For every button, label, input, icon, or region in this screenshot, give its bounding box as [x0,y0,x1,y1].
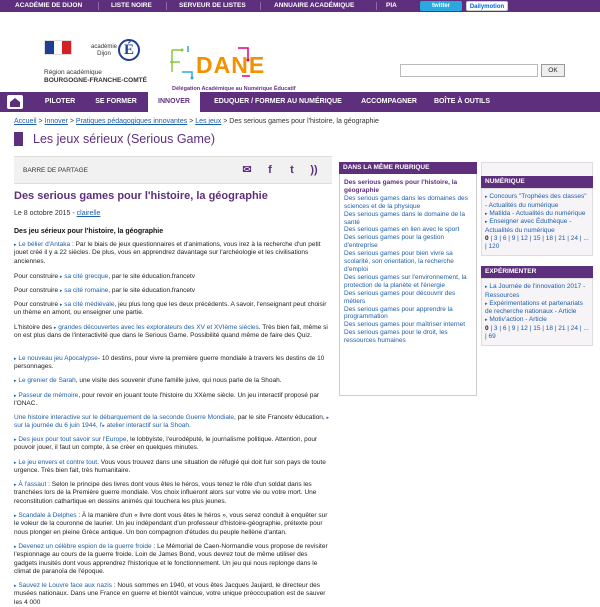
experimenter-item[interactable]: Motiv'action - Article [489,316,547,324]
numerique-pagination[interactable]: 0 | 3 | 6 | 9 | 12 | 15 | 18 | 21 | 24 | ... | 120 [485,234,589,250]
academie-logo-letter: É [118,39,140,61]
game-link[interactable]: Le bélier d'Antaka [18,241,71,248]
search-ok-button[interactable]: OK [541,64,565,77]
article-paragraph: Pour construire ▸ sa cité romaine, par le site éducation.francetv [14,287,196,294]
article-paragraph: ▸ Passeur de mémoire, pour revoir en jouant toute l'histoire du XXème siècle. Un jeu interactif proposé par l'ONAC. [14,392,320,408]
share-bar-label: BARRE DE PARTAGE [23,167,89,174]
article-date: Le 8 octobre 2015 - clairelle [14,210,101,217]
top-strip [0,0,600,12]
numerique-heading: NUMÉRIQUE [481,176,593,188]
topbar-link-academie[interactable]: ACADÉMIE DE DIJON [15,2,83,9]
email-icon[interactable]: ✉ [242,164,252,176]
title-marker-icon [14,132,23,146]
game-link[interactable]: sa cité grecque [64,273,109,280]
site-header [0,12,600,92]
article-paragraph: L'histoire des ▸ grandes découvertes avec les explorateurs des XV et XVIème siècles. Très bien fait, même si on est plus dans de l'interactivité que dans le Serious Game. Possibilité quand même de faire des Quiz. [14,324,328,340]
breadcrumb-link[interactable]: Innover [44,118,68,125]
sidebar-heading: DANS LA MÊME RUBRIQUE [339,162,477,174]
search-input[interactable] [400,64,538,77]
numerique-item[interactable]: Concours "Trophées des classes" - Actualités du numérique [485,193,587,209]
game-link[interactable]: À l'assaut [18,481,47,488]
article-paragraph: ▸ Le grenier de Sarah, une visite des souvenir d'une famille juive, qui nous parle de la Shoah. [14,377,282,384]
page-title: Les jeux sérieux (Serious Game) [33,132,216,146]
sidebar-item[interactable]: Des serious games pour le droit, les ressources humaines [344,329,448,345]
sidebar-item[interactable]: Des serious games sur l'environnement, la protection de la planète et l'énergie [344,273,467,289]
game-link[interactable]: sa cité médiévale [64,301,115,308]
far-right-column [481,162,593,346]
article-paragraph: ▸ Le nouveau jeu Apocalypse- 10 destins, pour vivre la première guerre mondiale à travers les destins de 10 personnages. [14,355,325,371]
article-paragraph: ▸ À l'assaut : Selon le principe des livres dont vous êtes le héros, vous tenez le rôle d'un soldat dans les tranchées lors de la Première guerre mondiale. Vos choix influeront alors sur votre vie ou votre mort. Une reconstitution cathartique en dessins animés qui touchera les plus jeunes. [14,481,317,505]
article-title: Des serious games pour l'histoire, la géographie [14,190,268,202]
topbar-separator [166,2,167,10]
sidebar-item[interactable]: Des serious games en lien avec le sport [344,226,460,234]
numerique-item[interactable]: Enseigner avec Éduthèque - Actualités du numérique [485,218,572,235]
nav-item-eduquer[interactable]: EDUQUER / FORMER AU NUMÉRIQUE [214,98,342,105]
sidebar-item[interactable]: Des serious games pour découvrir des métiers [344,289,456,305]
topbar-separator [260,2,261,10]
article-paragraph: ▸ Des jeux pour tout savoir sur l'Europe, le lobbyiste, l'eurodéputé, le journalisme politique. Attention, pour pouvoir jouer, il faut un compte, à se créer en quelques minutes. [14,436,318,452]
author-link[interactable]: clairelle [76,210,101,217]
article-paragraph: Pour construire ▸ sa cité grecque, par le site éducation.francetv [14,273,196,280]
experimenter-item[interactable]: Expérimentations et partenariats de recherche nationaux - Article [485,299,583,316]
article-paragraph: ▸ Le bélier d'Antaka : Par le biais de jeux questionnaires et d'animations, vous irez à la recherche d'un petit jouet créé il y a 22 siècles. De plus, vous en apprendrez davantage sur l'archéologie et les civilisations anciennes. [14,241,321,265]
game-link[interactable]: Passeur de mémoire [18,392,79,399]
experimenter-pagination[interactable]: 0 | 3 | 6 | 9 | 12 | 15 | 18 | 21 | 24 | ... | 69 [485,324,589,340]
home-icon[interactable] [7,95,23,109]
game-link[interactable]: Devenez un célèbre espion de la guerre froide [18,543,152,550]
game-link[interactable]: Le grenier de Sarah [18,377,76,384]
game-link[interactable]: sa cité romaine [64,287,109,294]
breadcrumb-link[interactable]: Pratiques pédagogiques innovantes [75,118,188,125]
article-paragraph: ▸ Devenez un célèbre espion de la guerre froide : Le Mémorial de Caen-Normandie vous propose de revisiter l'espionnage au cours de la guerre froide. Loin de James Bond, vous devrez tout de même utiliser des gadgets inusités dont vous apprendrez l'historique et le fonctionnement. Un jeu qui nous replonge dans le climat de paranoïa de l'époque. [14,543,328,576]
numerique-box: ▸ Concours "Trophées des classes" - Actualités du numérique ▸ Matilda - Actualités du numérique ▸ Enseigner avec Éduthèque - Actualités du numérique 0 | 3 | 6 | 9 | 12 | 15 | 18 | 21 | 24 | ... | 120 [481,188,593,256]
marianne-flag-icon [44,40,72,55]
dane-logo-title: DANE [196,52,266,78]
article-paragraph: Pour construire ▸ sa cité médiévale, jeu plus long que les deux précédents. A savoir, l'enseignant peut choisir un thème en amont, ou enseigner une partie. [14,301,327,317]
sidebar-item[interactable]: Des serious games pour apprendre la programmation [344,305,453,321]
dane-logo-subtitle: Délégation Académique au Numérique Éducatif [172,86,296,92]
dailymotion-badge[interactable]: Dailymotion [466,1,508,11]
breadcrumb-current: Des serious games pour l'histoire, la géographie [229,118,379,125]
article-paragraph: ▸ Le jeu envers et contre tout. Vous vous trouvez dans une situation de réfugié qui doit fuir son pays de toute urgence. Très bien fait, très humanitaire. [14,459,326,475]
nav-item-boite-a-outils[interactable]: BOÎTE À OUTILS [434,98,490,105]
numerique-box-top [481,162,593,176]
game-link[interactable]: Une histoire interactive sur le débarquement de la seconde Guerre Mondiale [14,414,235,421]
sidebar-item[interactable]: Des serious games dans le domaine de la santé [344,210,466,226]
facebook-icon[interactable]: f [268,164,272,176]
numerique-item[interactable]: Matilda - Actualités du numérique [489,209,586,217]
topbar-link-liste-noire[interactable]: LISTE NOIRE [111,2,152,9]
nav-item-se-former[interactable]: SE FORMER [95,98,137,105]
game-link[interactable]: Le jeu envers et contre tout [18,459,98,466]
topbar-link-annuaire[interactable]: ANNUAIRE ACADÉMIQUE [274,2,355,9]
sidebar-item[interactable]: Des serious games pour maîtriser internet [344,321,466,329]
game-link[interactable]: Sauvez le Louvre face aux nazis [18,582,112,589]
topbar-separator [98,2,99,10]
experimenter-heading: EXPÉRIMENTER [481,266,593,278]
breadcrumb-link[interactable]: Accueil [14,118,37,125]
twitter-badge[interactable]: twitter [420,1,462,11]
sidebar-item[interactable]: Des serious games dans les domaines des sciences et de la physique [344,194,468,210]
game-link[interactable]: Scandale à Delphes [18,512,77,519]
game-link[interactable]: atelier interactif sur la Shoah. [106,422,191,430]
sidebar-item-current[interactable]: Des serious games pour l'histoire, la géographie [344,179,458,194]
academie-logo-text: académie Dijon [91,44,118,57]
article-paragraph: Une histoire interactive sur le débarquement de la seconde Guerre Mondiale, par le site Francetv éducation, ▸ sur la journée du 6 juin 1944, l'▸ atelier interactif sur la Shoah. [14,414,330,430]
article-paragraph: ▸ Sauvez le Louvre face aux nazis : Nous sommes en 1940, et vous êtes Jacques Jaujard, le directeur des musées nationaux. Dans une France en guerre et bientôt vaincue, votre unique préoccupation est de sauver les 4 000 [14,582,326,606]
sidebar-item[interactable]: Des serious games pour la gestion d'entreprise [344,234,445,250]
article-subtitle: Des jeu sérieux pour l'histoire, la géographie [14,228,164,235]
share-bar [14,156,332,184]
experimenter-item[interactable]: La Journée de l'innovation 2017 - Ressources [485,282,586,299]
breadcrumb: Accueil > Innover > Pratiques pédagogiques innovantes > Les jeux > Des serious games pour l'histoire, la géographie [14,118,379,125]
twitter-icon[interactable]: t [290,164,294,176]
nav-item-piloter[interactable]: PILOTER [44,98,76,105]
topbar-separator [376,2,377,10]
sidebar-list [339,174,477,396]
breadcrumb-link[interactable]: Les jeux [195,118,222,125]
topbar-link-pia[interactable]: PIA [386,2,397,9]
topbar-link-serveur[interactable]: SERVEUR DE LISTES [179,2,246,9]
rss-icon[interactable]: )) [310,164,318,176]
game-link[interactable]: sur la journée du 6 juin 1944, l' [14,422,103,430]
game-link[interactable]: Des jeux pour tout savoir sur l'Europe [18,436,127,443]
game-link[interactable]: grandes découvertes avec les explorateurs des XV et XVIème siècles [58,324,259,331]
main-nav [0,92,600,112]
nav-item-accompagner[interactable]: ACCOMPAGNER [361,98,417,105]
sidebar-item[interactable]: Des serious games pour bien vivre sa scolarité, son orientation, la recherche d'emploi [344,250,454,273]
nav-item-innover[interactable]: INNOVER [148,92,200,113]
region-academique-label: Région académique BOURGOGNE-FRANCHE-COMTÉ [44,69,147,84]
game-link[interactable]: Le nouveau jeu Apocalypse [18,355,98,362]
experimenter-box: ▸ La Journée de l'innovation 2017 - Ressources ▸ Expérimentations et partenariats de recherche nationaux - Article ▸ Motiv'action - Article 0 | 3 | 6 | 9 | 12 | 15 | 18 | 21 | 24 | ... | 69 [481,278,593,346]
article-paragraph: ▸ Scandale à Delphes : À la manière d'un « livre dont vous êtes le héros », vous serez conduit à enquêter sur le voleur de la couronne de laurier. Un jeu indépendant d'un professeur d'histoire-géographie, prétexte pour nous plonger en pleine Grèce antique. Un bon compagnon d'études du peuple hellène d'antan. [14,512,328,536]
